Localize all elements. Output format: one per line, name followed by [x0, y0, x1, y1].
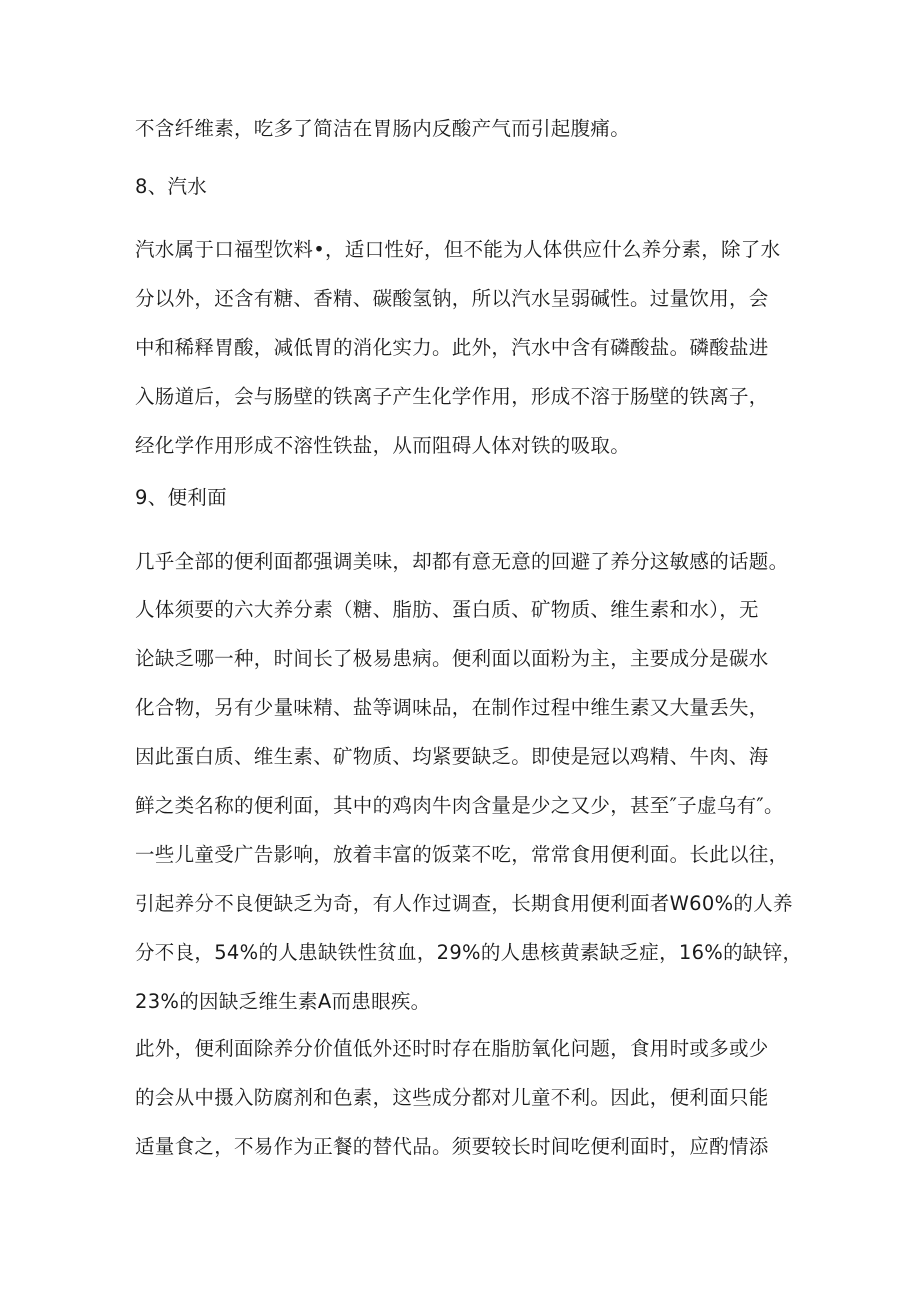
text-line: 引起养分不良便缺乏为奇，有人作过调查，长期食用便利面者W60%的人养 — [135, 892, 793, 915]
text-line: 分不良，54%的人患缺铁性贫血，29%的人患核黄素缺乏症，16%的缺锌， — [135, 941, 803, 964]
text-line: 分以外，还含有糖、香精、碳酸氢钠，所以汽水呈弱碱性。过量饮用，会 — [135, 287, 769, 310]
text-line: 23%的因缺乏维生素A而患眼疾。 — [135, 990, 431, 1013]
text-line: 中和稀释胃酸，减低胃的消化实力。此外，汽水中含有磷酸盐。磷酸盐进 — [135, 336, 769, 359]
text-line: 一些儿童受广告影响，放着丰富的饭菜不吃，常常食用便利面。长此以往， — [135, 843, 789, 866]
text-line: 经化学作用形成不溶性铁盐，从而阻碍人体对铁的吸取。 — [135, 434, 631, 457]
text-line: 几乎全部的便利面都强调美味，却都有意无意的回避了养分这敏感的话题。 — [135, 550, 789, 573]
text-line: 化合物，另有少量味精、盐等调味品，在制作过程中维生素又大量丢失， — [135, 696, 769, 719]
text-line: 入肠道后，会与肠壁的铁离子产生化学作用，形成不溶于肠壁的铁离子， — [135, 385, 769, 408]
text-line: 适量食之，不易作为正餐的替代品。须要较长时间吃便利面时，应酌情添 — [135, 1135, 769, 1158]
text-line: 的会从中摄入防腐剂和色素，这些成分都对儿童不利。因此，便利面只能 — [135, 1086, 769, 1109]
section-heading: 9、便利面 — [135, 486, 227, 509]
text-line: 汽水属于口福型饮料•，适口性好，但不能为人体供应什么养分素，除了水 — [135, 238, 781, 261]
text-line: 论缺乏哪一种，时间长了极易患病。便利面以面粉为主，主要成分是碳水 — [135, 647, 769, 670]
text-line: 此外，便利面除养分价值低外还时时存在脂肪氧化问题，食用时或多或少 — [135, 1037, 769, 1060]
text-line: 不含纤维素，吃多了简洁在胃肠内反酸产气而引起腹痛。 — [135, 117, 631, 140]
text-line: 人体须要的六大养分素（糖、脂肪、蛋白质、矿物质、维生素和水），无 — [135, 598, 759, 621]
text-line: 鲜之类名称的便利面，其中的鸡肉牛肉含量是少之又少，甚至″子虚乌有″。 — [135, 794, 784, 817]
text-line: 因此蛋白质、维生素、矿物质、均紧要缺乏。即使是冠以鸡精、牛肉、海 — [135, 745, 769, 768]
section-heading: 8、汽水 — [135, 175, 208, 198]
